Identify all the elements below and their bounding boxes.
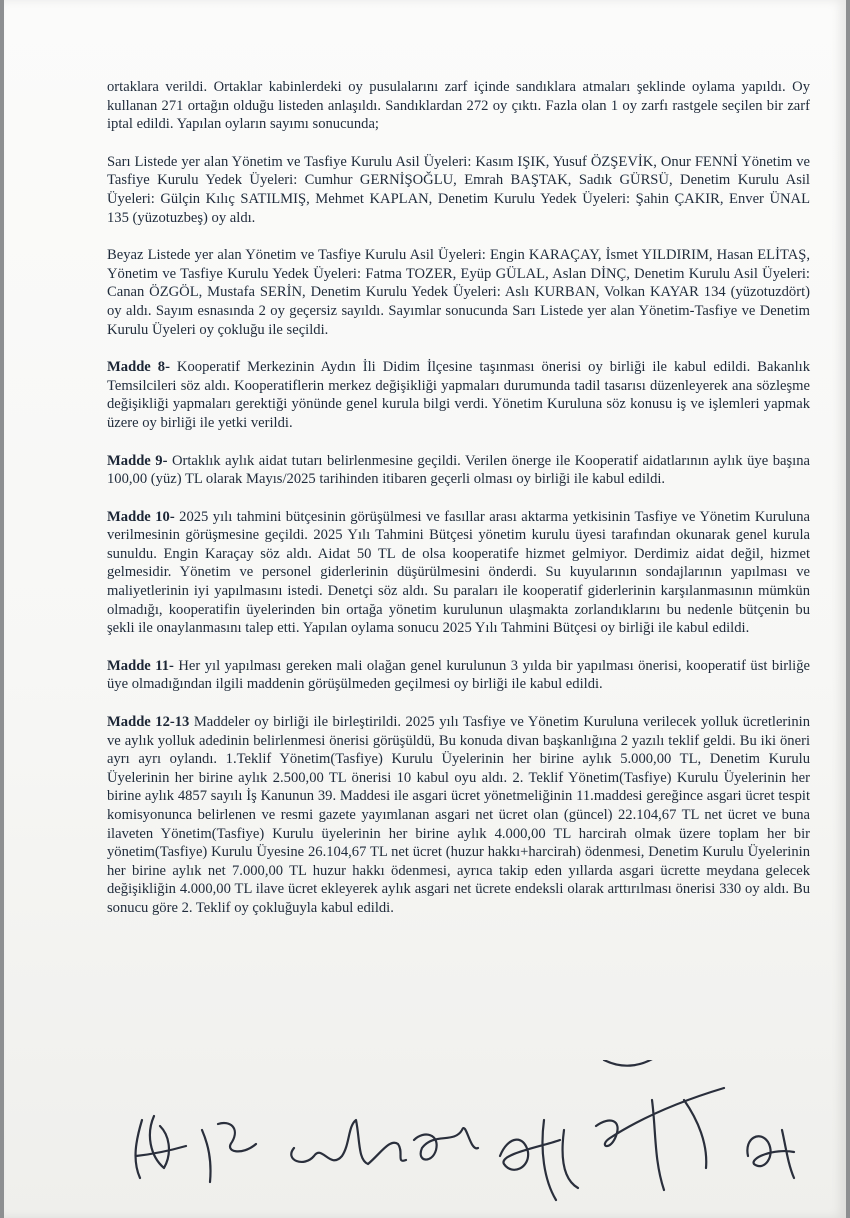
paragraph-madde-9 (107, 452, 810, 489)
document-body (107, 78, 810, 937)
paragraph-heading: Madde 8- (107, 359, 170, 376)
paragraph-text: Maddeler oy birliği ile birleştirildi. 2025 yılı Tasfiye ve Yönetim Kuruluna verilecek yolluk ücretlerinin ve aylık yolluk adedinin belirlenmesi önerisi görüşüldü, Bu konuda divan başkanlığına 2 yazılı teklif geldi. Bu iki öneri ayrı ayrı oylandı. 1.Teklif Yönetim(Tasfiye) Kurulu Üyelerinin her birine aylık 5.000,00 TL, Denetim Kurulu Üyelerinin her birine aylık 2.500,00 TL önerisi 10 kabul oyu aldı. 2. Teklif Yönetim(Tasfiye) Kurulu Üyelerinin her birine aylık 4857 sayılı İş Kanunun 39. Maddesi ile asgari ücret yönetmeliğinin 11.maddesi gereğince asgari ücret tespit komisyonunca belirlenen ve resmi gazete yayımlanan asgari net ücret olan (güncel) 22.104,67 TL net ücret ve buna ilaveten Yönetim(Tasfiye) Kurulu üyelerinin her birine aylık 4.000,00 TL harcirah olmak üzere toplam her bir yönetim(Tasfiye) Kurulu Üyesine 26.104,67 TL net ücret (huzur hakkı+harcirah) ödenmesi, Denetim Kurulu Üyelerinin her birine aylık net 7.000,00 TL huzur hakkı ödenmesi, ayrıca takip eden yıllarda asgari ücrette meydana gelecek değişikliğin 4.000,00 TL ilave ücret ekleyerek aylık asgari net ücrete endeksli olarak arttırılması önerisi 330 oy aldı. Bu sonucu göre 2. Teklif oy çokluğuyla kabul edildi. (107, 714, 810, 916)
paragraph-madde-8 (107, 358, 810, 432)
paragraph-text: ortaklara verildi. Ortaklar kabinlerdeki oy pusulalarını zarf içinde sandıklara atmaları şeklinde oylama yapıldı. Oy kullanan 271 ortağın olduğu listeden anlaşıldı. Sandıklardan 272 oy çıktı. Fazla olan 1 oy zarfı rastgele seçilen bir zarf iptal edildi. Yapılan oyların sayımı sonucunda; (107, 79, 810, 133)
paragraph-yellow-list (107, 153, 810, 227)
paragraph-text: Kooperatif Merkezinin Aydın İli Didim İlçesine taşınması önerisi oy birliği ile kabul edildi. Bakanlık Temsilcileri söz aldı. Kooperatiflerin merkez değişikliği yapmaları durumunda tadil tasarısı düzenleyerek ana sözleşme değişikliği yapmaları gerektiği yönünde genel kurula bilgi verdi. Yönetim Kuruluna söz konusu iş ve işlemleri yapmak üzere oy birliği ile yetki verildi. (107, 359, 810, 431)
signature-3 (291, 1120, 406, 1164)
paragraph-voting-procedure (107, 78, 810, 134)
signature-5 (500, 1120, 578, 1200)
paragraph-heading: Madde 10- (107, 508, 175, 525)
signature-1 (136, 1116, 186, 1178)
paragraph-heading: Madde 9- (107, 452, 168, 469)
paragraph-madde-10 (107, 508, 810, 638)
document-page (4, 0, 846, 1218)
signatures (4, 1060, 850, 1218)
paragraph-white-list (107, 246, 810, 339)
signature-6 (596, 1060, 724, 1190)
paragraph-text: Sarı Listede yer alan Yönetim ve Tasfiye Kurulu Asil Üyeleri: Kasım IŞIK, Yusuf ÖZŞEVİK, Onur FENNİ Yönetim ve Tasfiye Kurulu Yedek Üyeleri: Cumhur GERNİŞOĞLU, Emrah BAŞTAK, Sadık GÜRSÜ, Denetim Kurulu Asil Üyeleri: Gülçin Kılıç SATILMIŞ, Mehmet KAPLAN, Denetim Kurulu Yedek Üyeleri: Şahin ÇAKIR, Enver ÜNAL 135 (yüzotuzbeş) oy aldı. (107, 153, 810, 226)
signature-2 (202, 1123, 256, 1182)
paragraph-text: Ortaklık aylık aidat tutarı belirlenmesine geçildi. Verilen önerge ile Kooperatif aidatlarının aylık üye başına 100,00 (yüz) TL olarak Mayıs/2025 tarihinden itibaren geçerli olması oy birliği ile kabul edildi. (107, 452, 810, 488)
paragraph-madde-12-13 (107, 713, 810, 918)
paragraph-heading: Madde 11- (107, 657, 174, 674)
signature-7 (747, 1130, 794, 1178)
paragraph-text: 2025 yılı tahmini bütçesinin görüşülmesi ve fasıllar arası aktarma yetkisinin Tasfiye ve Yönetim Kuruluna verilmesinin görüşmesine geçildi. 2025 Yılı Tahmini Bütçesi yönetim kurulu üyesi tarafından okunarak genel kurula sunuldu. Engin Karaçay söz aldı. Aidat 50 TL de olsa kooperatife hizmet gelmiyor. Derdimiz aidat değil, hizmet gelmesidir. Yönetim ve personel giderlerinin düşürülmesini önderdi. Su kuyularının sondajlarının yapılması ve maliyetlerinin iyi yapılmasını istedi. Denetçi söz aldı. Su paraları ile kooperatif giderlerinin karşılanmasının mümkün olmadığı, kooperatifin üyelerinden bin ortağa yönetim kurulunun ulaşmakta zorlandıklarını bu nedenle bütçenin bu şekli ile onaylanmasını talep etti. Yapılan oylama sonucu 2025 Yılı Tahmini Bütçesi oy birliği ile kabul edildi. (107, 508, 810, 637)
paragraph-text: Her yıl yapılması gereken mali olağan genel kurulunun 3 yılda bir yapılması önerisi, kooperatif üst birliğe üye olmadığından ilgili maddenin görüşülmeden geçilmesi oy birliği ile kabul edildi. (107, 657, 810, 693)
paragraph-heading: Madde 12-13 (107, 714, 190, 731)
signature-4 (414, 1128, 478, 1159)
paragraph-text: Beyaz Listede yer alan Yönetim ve Tasfiye Kurulu Asil Üyeleri: Engin KARAÇAY, İsmet YILDIRIM, Hasan ELİTAŞ, Yönetim ve Tasfiye Kurulu Yedek Üyeleri: Fatma TOZER, Eyüp GÜLAL, Aslan DİNÇ, Denetim Kurulu Asil Üyeleri: Canan ÖZGÖL, Mustafa SERİN, Denetim Kurulu Yedek Üyeleri: Aslı KURBAN, Volkan KAYAR 134 (yüzotuzdört) oy aldı. Sayım esnasında 2 oy geçersiz sayıldı. Sayımlar sonucunda Sarı Listede yer alan Yönetim-Tasfiye ve Denetim Kurulu Üyeleri oy çokluğu ile seçildi. (107, 247, 810, 338)
paragraph-madde-11 (107, 657, 810, 694)
